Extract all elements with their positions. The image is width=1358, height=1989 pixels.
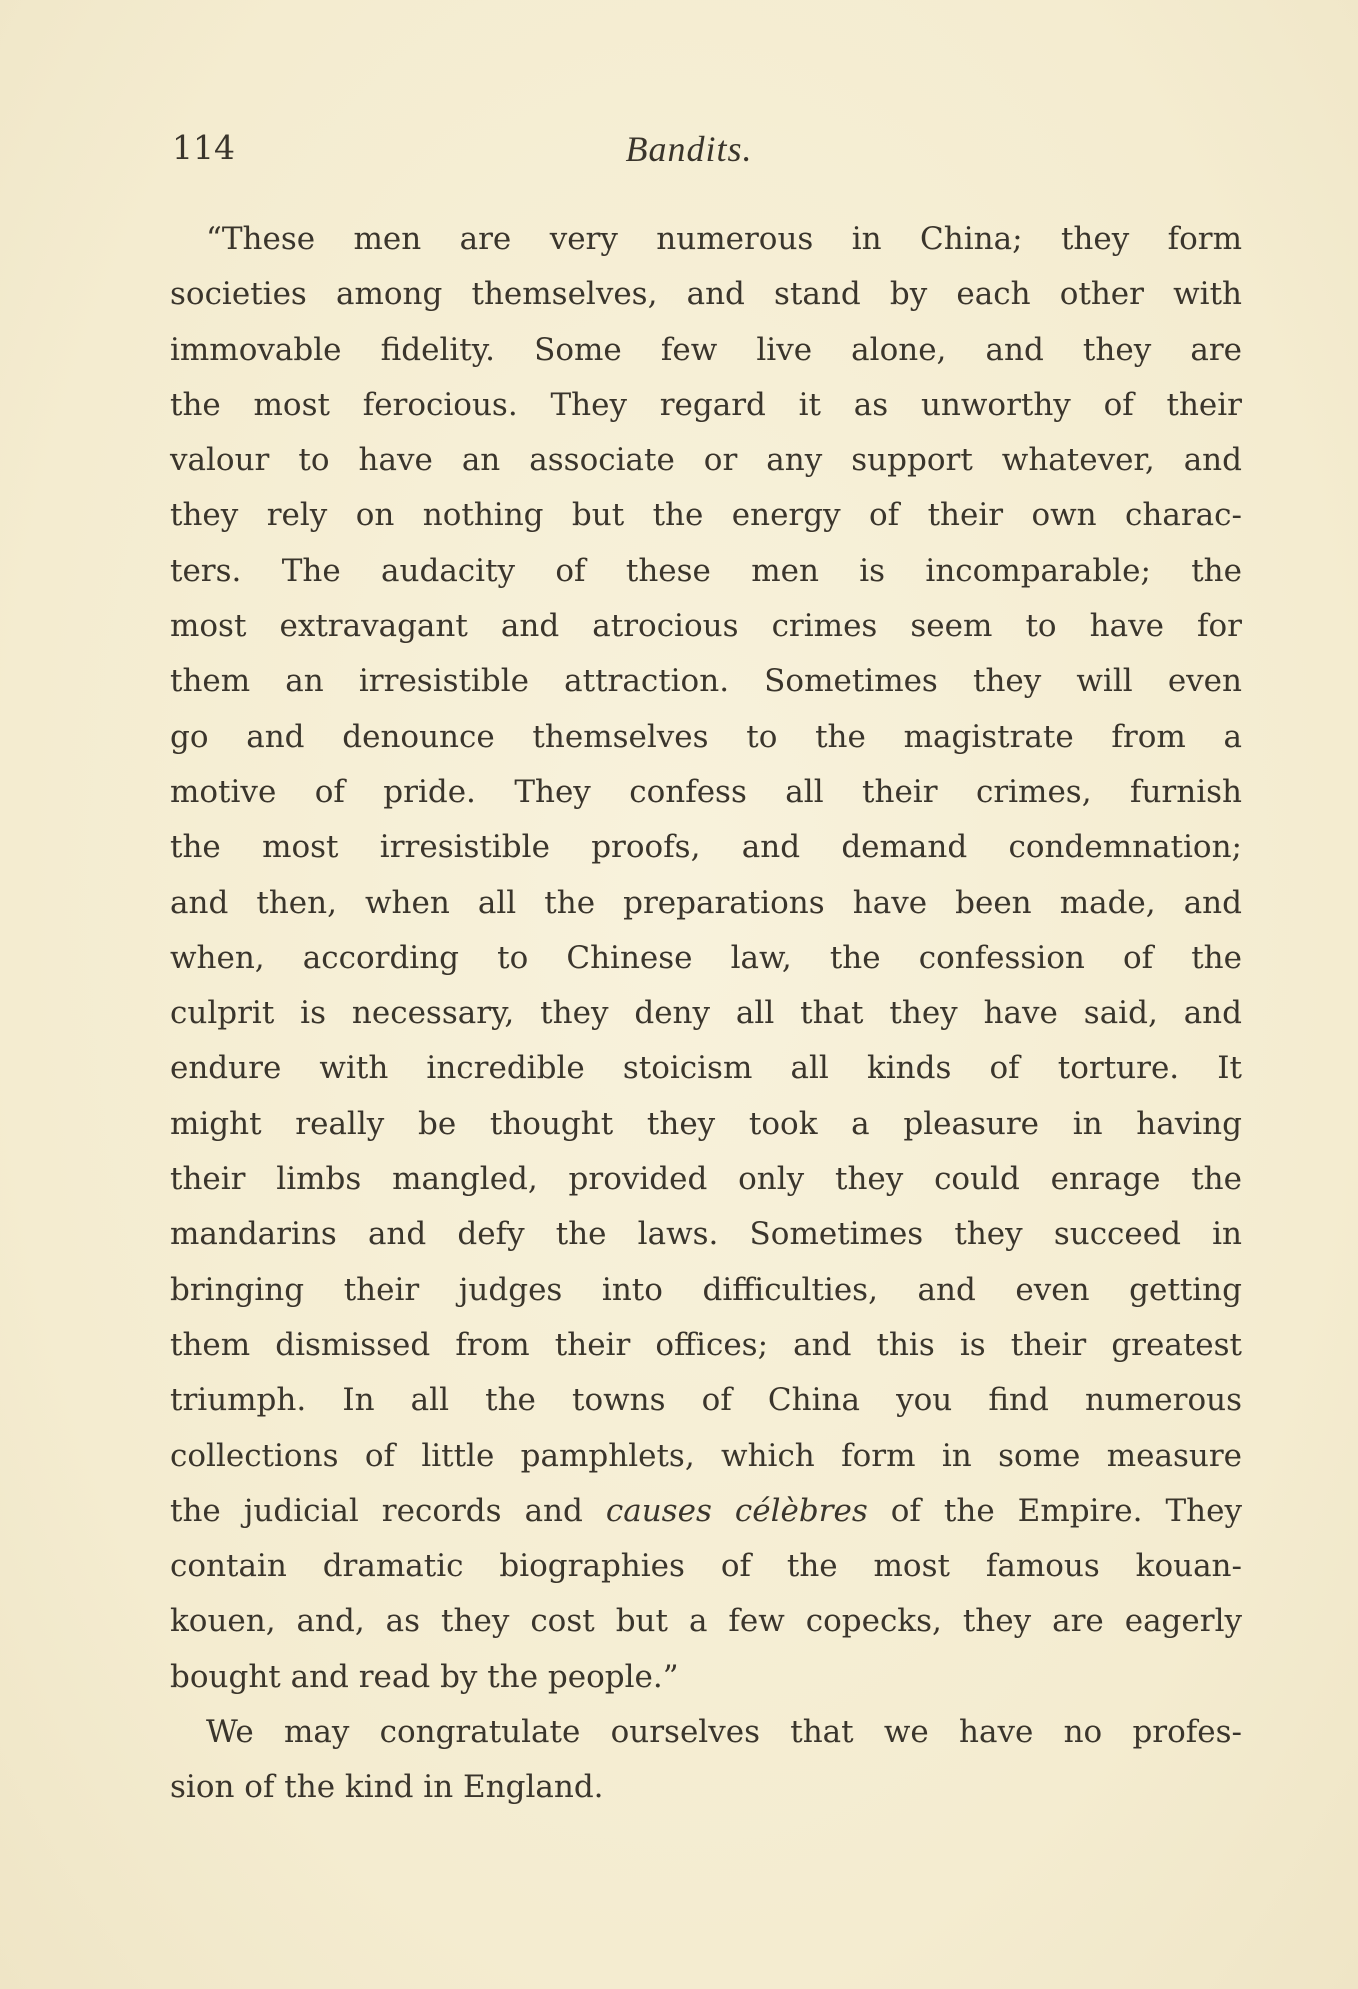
text-line: societies among themselves, and stand by each other with xyxy=(170,276,1242,313)
text-line: mandarins and defy the laws. Sometimes they succeed in xyxy=(170,1216,1242,1253)
text-line: go and denounce themselves to the magistrate from a xyxy=(170,718,1242,755)
text-line: “These men are very numerous in China; they form xyxy=(206,221,1242,257)
text-line: might really be thought they took a pleasure in having xyxy=(170,1105,1242,1142)
text-line: We may congratulate ourselves that we have no profes- xyxy=(206,1714,1242,1751)
text-line: their limbs mangled, provided only they could enrage the xyxy=(170,1161,1242,1198)
text-line: immovable fidelity. Some few live alone, and they are xyxy=(170,331,1242,368)
text-line: bringing their judges into difficulties, and even getting xyxy=(170,1271,1242,1308)
text-line: and then, when all the preparations have been made, and xyxy=(170,884,1242,921)
text-line: them dismissed from their offices; and this is their greatest xyxy=(170,1326,1242,1363)
text-line: them an irresistible attraction. Sometimes they will even xyxy=(170,663,1242,700)
italic-phrase: causes célèbres xyxy=(605,1492,868,1529)
text-run: of the Empire. They xyxy=(867,1492,1242,1529)
text-line: collections of little pamphlets, which form in some measure xyxy=(170,1437,1242,1474)
text-line: ters. The audacity of these men is incomparable; the xyxy=(170,552,1242,589)
text-run: the judicial records and xyxy=(170,1492,606,1529)
text-line: when, according to Chinese law, the confession of the xyxy=(170,939,1242,976)
text-line: contain dramatic biographies of the most famous kouan- xyxy=(170,1548,1242,1585)
text-line: culprit is necessary, they deny all that they have said, and xyxy=(170,995,1242,1032)
text-line: the most irresistible proofs, and demand condemnation; xyxy=(170,829,1242,866)
text-line: sion of the kind in England. xyxy=(170,1769,604,1806)
text-line: most extravagant and atrocious crimes seem to have for xyxy=(170,608,1242,645)
text-line: triumph. In all the towns of China you find numerous xyxy=(170,1382,1242,1419)
text-line: endure with incredible stoicism all kinds of torture. It xyxy=(170,1050,1242,1087)
text-line: the most ferocious. They regard it as unworthy of their xyxy=(170,386,1242,423)
running-title: Bandits. xyxy=(625,129,753,169)
text-line: bought and read by the people.” xyxy=(170,1658,679,1695)
text-line xyxy=(170,1484,1242,1539)
page-number: 114 xyxy=(172,128,235,167)
text-line: valour to have an associate or any support whatever, and xyxy=(170,442,1242,479)
text-line: kouen, and, as they cost but a few copecks, they are eagerly xyxy=(170,1603,1242,1640)
text-line: motive of pride. They confess all their crimes, furnish xyxy=(170,773,1242,810)
body-text xyxy=(170,212,1242,1816)
text-line: they rely on nothing but the energy of their own charac- xyxy=(170,497,1242,534)
